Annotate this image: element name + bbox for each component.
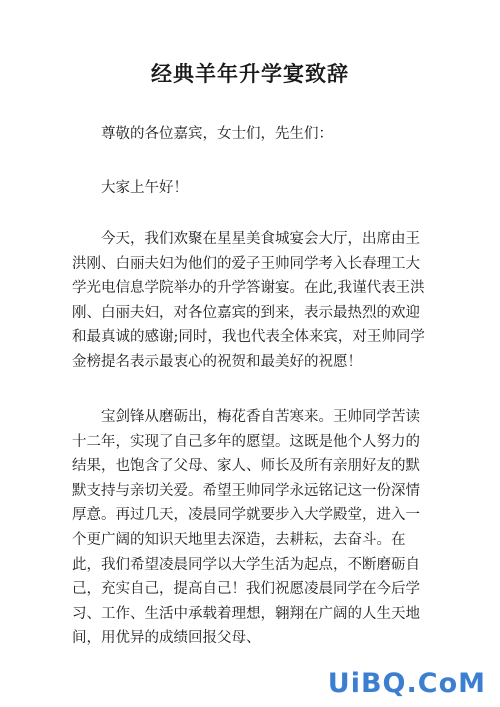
body-paragraph-1: 今天，我们欢聚在星星美食城宴会大厅，出席由王洪刚、白丽夫妇为他们的爱子王帅同学考入长春理工大学光电信息学院举办的升学答谢宴。在此,我谨代表王洪刚、白丽夫妇，对各位嘉宾的到来，表示最热烈的欢迎和最真诚的感谢;同时，我也代表全体来宾，对王帅同学金榜提名表示最衷心的祝贺和最美好的祝愿！	[72, 231, 425, 370]
watermark-logo: UiBQ.CoM	[327, 668, 486, 699]
greeting-line: 尊敬的各位嘉宾，女士们，先生们：	[101, 126, 333, 142]
document-title: 经典羊年升学宴致辞	[151, 61, 349, 86]
hello-line: 大家上午好！	[101, 180, 188, 196]
body-paragraph-2: 宝剑锋从磨砺出，梅花香自苦寒来。王帅同学苦读十二年，实现了自己多年的愿望。这既是他个人努力的结果，也饱含了父母、家人、师长及所有亲朋好友的默默支持与亲切关爱。希望王帅同学永远铭记这一份深情厚意。再过几天，凌晨同学就要步入大学殿堂，进入一个更广阔的知识天地里去深造，去耕耘，去奋斗。在此，我们希望凌晨同学以大学生活为起点，不断磨砺自己，充实自己，提高自己！我们祝愿凌晨同学在今后学习、工作、生活中承载着理想，翱翔在广阔的人生天地间，用优异的成绩回报父母、	[72, 409, 420, 647]
